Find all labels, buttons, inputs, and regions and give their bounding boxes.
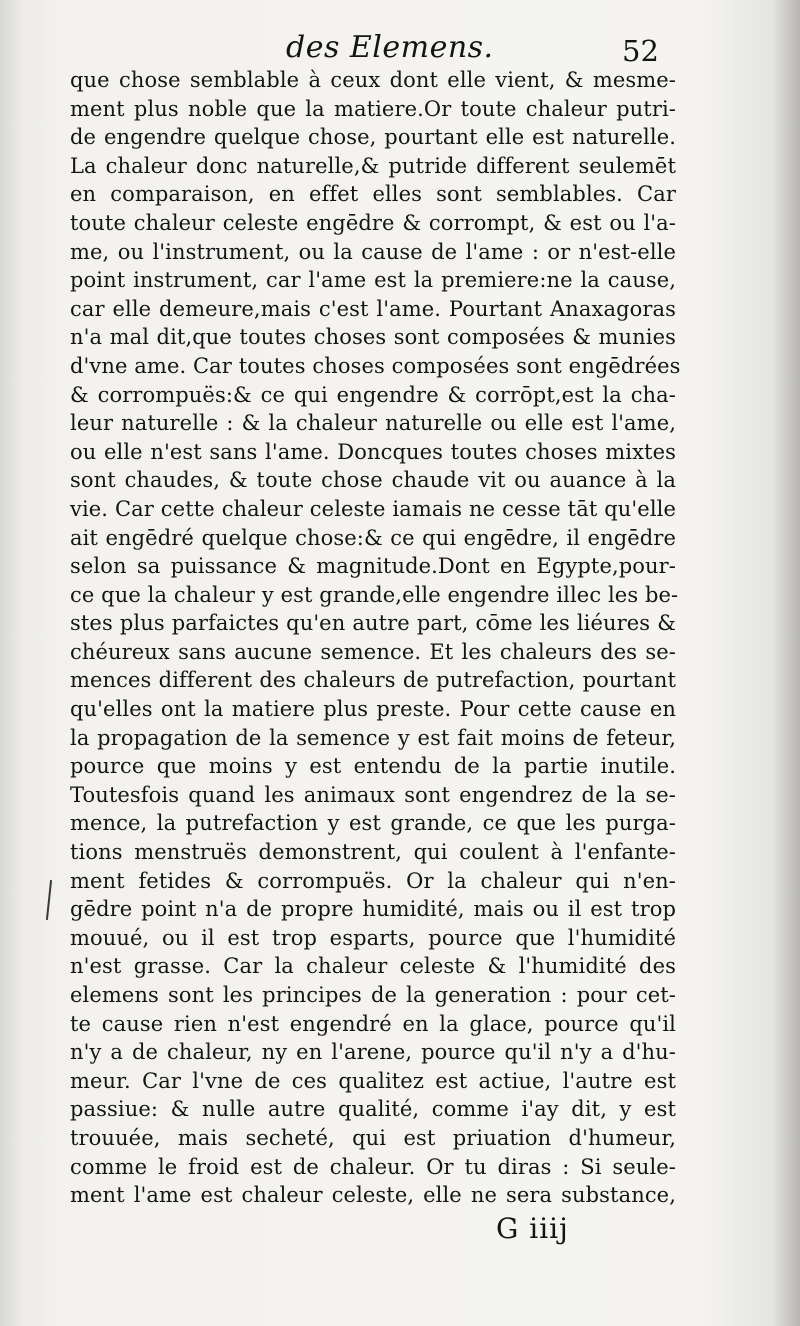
text-line: Toutesfois quand les animaux sont engendrez de la se- bbox=[70, 782, 676, 807]
text-line: d'vne ame. Car toutes choses composées sont engēdrées bbox=[70, 353, 681, 378]
margin-pen-mark bbox=[46, 880, 52, 920]
text-line: ment l'ame est chaleur celeste, elle ne sera substance, bbox=[70, 1183, 676, 1208]
text-line: en comparaison, en effet elles sont semblables. Car bbox=[70, 182, 676, 207]
text-line: leur naturelle : & la chaleur naturelle ou elle est l'ame, bbox=[70, 411, 676, 436]
text-line: n'est grasse. Car la chaleur celeste & l'humidité des bbox=[70, 954, 676, 979]
text-line: vie. Car cette chaleur celeste iamais ne cesse tāt qu'elle bbox=[70, 496, 676, 521]
page-edge-shadow bbox=[772, 0, 800, 1326]
text-line: gēdre point n'a de propre humidité, mais ou il est trop bbox=[70, 897, 676, 922]
text-line: point instrument, car l'ame est la premiere:ne la cause, bbox=[70, 268, 676, 293]
text-line: de engendre quelque chose, pourtant elle est naturelle. bbox=[70, 125, 676, 150]
page-number: 52 bbox=[622, 34, 659, 68]
text-line: que chose semblable à ceux dont elle vient, & mesme- bbox=[70, 68, 676, 92]
signature-mark: G iiij bbox=[496, 1212, 569, 1245]
text-line: La chaleur donc naturelle,& putride different seulemēt bbox=[70, 153, 676, 178]
running-title: des Elemens. bbox=[286, 30, 494, 65]
text-line: me, ou l'instrument, ou la cause de l'ame : or n'est-elle bbox=[70, 239, 676, 264]
text-line: passiue: & nulle autre qualité, comme i'ay dit, y est bbox=[70, 1097, 676, 1122]
text-line: elemens sont les principes de la generation : pour cet- bbox=[70, 983, 676, 1007]
text-line: mouué, ou il est trop esparts, pource que l'humidité bbox=[70, 925, 676, 950]
text-line: toute chaleur celeste engēdre & corrompt, & est ou l'a- bbox=[70, 210, 676, 235]
running-head bbox=[0, 20, 800, 68]
text-line: te cause rien n'est engendré en la glace, pource qu'il bbox=[70, 1011, 676, 1036]
text-line: n'a mal dit,que toutes choses sont composées & munies bbox=[70, 325, 676, 350]
text-line: trouuée, mais secheté, qui est priuation d'humeur, bbox=[70, 1125, 676, 1150]
text-line: ait engēdré quelque chose:& ce qui engēdre, il engēdre bbox=[70, 525, 676, 550]
text-line: sont chaudes, & toute chose chaude vit ou auance à la bbox=[70, 468, 676, 493]
text-line: mence, la putrefaction y est grande, ce que les purga- bbox=[70, 811, 676, 836]
text-line: ment plus noble que la matiere.Or toute chaleur putri- bbox=[70, 96, 676, 121]
body-text bbox=[70, 66, 681, 1210]
text-line: n'y a de chaleur, ny en l'arene, pource qu'il n'y a d'hu- bbox=[70, 1040, 676, 1065]
text-line: selon sa puissance & magnitude.Dont en Egypte,pour- bbox=[70, 554, 676, 579]
text-line: chéureux sans aucune semence. Et les chaleurs des se- bbox=[70, 639, 676, 664]
text-line: qu'elles ont la matiere plus preste. Pour cette cause en bbox=[70, 697, 676, 722]
text-line: car elle demeure,mais c'est l'ame. Pourtant Anaxagoras bbox=[70, 296, 676, 321]
text-line: & corrompuës:& ce qui engendre & corrōpt,est la cha- bbox=[70, 382, 676, 407]
text-line: meur. Car l'vne de ces qualitez est actiue, l'autre est bbox=[70, 1068, 676, 1093]
text-line: ce que la chaleur y est grande,elle engendre illec les be- bbox=[70, 582, 679, 607]
text-line: ou elle n'est sans l'ame. Doncques toutes choses mixtes bbox=[70, 439, 676, 464]
text-line: pource que moins y est entendu de la partie inutile. bbox=[70, 754, 676, 779]
text-line: stes plus parfaictes qu'en autre part, cōme les liéures & bbox=[70, 611, 676, 636]
text-line: mences different des chaleurs de putrefaction, pourtant bbox=[70, 668, 676, 693]
text-line: la propagation de la semence y est fait moins de feteur, bbox=[70, 725, 676, 750]
text-line: tions menstruës demonstrent, qui coulent à l'enfante- bbox=[70, 840, 676, 865]
text-line: comme le froid est de chaleur. Or tu diras : Si seule- bbox=[70, 1154, 676, 1179]
text-line: ment fetides & corrompuës. Or la chaleur qui n'en- bbox=[70, 868, 676, 893]
